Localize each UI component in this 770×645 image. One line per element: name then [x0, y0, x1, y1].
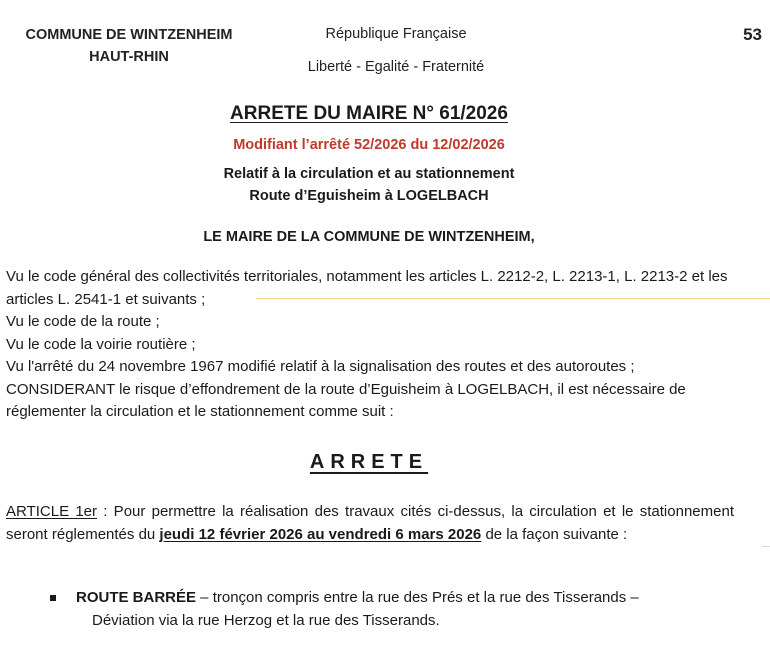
arrete-title — [0, 103, 738, 125]
maire-heading: LE MAIRE DE LA COMMUNE DE WINTZENHEIM, — [203, 229, 535, 245]
page-number: 53 — [743, 25, 762, 44]
departement-name: HAUT-RHIN — [89, 49, 169, 65]
relatif-block — [0, 163, 738, 207]
arrete-heading-text: ARRETE — [309, 451, 429, 473]
article-1-label: ARTICLE 1er — [6, 503, 98, 520]
republique-text: République Française — [325, 26, 467, 42]
visa-arrete-1967: Vu l'arrêté du 24 novembre 1967 modifié relatif à la signalisation des routes et des autoroutes ; — [6, 358, 635, 375]
visa-code-voirie: Vu le code la voirie routière ; — [6, 335, 196, 353]
list-item-route-barree — [50, 587, 740, 632]
deviation-text: Déviation via la rue Herzog et la rue des Tisserands. — [92, 611, 440, 629]
arrete-heading — [0, 451, 738, 474]
visa-code-route: Vu le code de la route ; — [6, 313, 160, 330]
article-1-text-before: : Pour permettre la réalisation des travaux cités ci-dessus, la circulation et le stationnement seront réglementés du — [6, 503, 734, 543]
bullet-text — [76, 587, 740, 632]
article-1 — [6, 500, 734, 546]
visas-block — [6, 266, 741, 424]
square-bullet-icon — [50, 595, 56, 601]
scan-artifact-line — [762, 546, 770, 547]
devise-text: Liberté - Egalité - Fraternité — [307, 59, 485, 75]
commune-name: COMMUNE DE WINTZENHEIM — [25, 27, 233, 43]
article-1-dates: jeudi 12 février 2026 au vendredi 6 mars 2026 — [159, 526, 482, 543]
scan-highlight-line — [256, 298, 770, 299]
header-republique-block — [280, 24, 512, 77]
article-1-text-after: de la façon suivante : — [481, 526, 628, 543]
header-commune-block — [0, 24, 258, 68]
considerant-text: CONSIDERANT le risque d’effondrement de la route d’Eguisheim à LOGELBACH, il est nécessaire de réglementer la circulation et le stationnement comme suit : — [6, 380, 686, 420]
relatif-line-2: Route d’Eguisheim à LOGELBACH — [249, 188, 489, 204]
relatif-line-1: Relatif à la circulation et au stationnement — [223, 166, 515, 182]
arrete-title-text: ARRETE DU MAIRE N° 61/2026 — [230, 103, 508, 124]
route-barree-label: ROUTE BARRÉE — [76, 589, 197, 606]
modifiant-subtitle: Modifiant l’arrêté 52/2026 du 12/02/2026 — [233, 137, 505, 153]
route-barree-text: – tronçon compris entre la rue des Prés et la rue des Tisserands – — [196, 589, 639, 606]
visa-cgct: Vu le code général des collectivités territoriales, notamment les articles L. 2212-2, L. 2213-1, L. 2213-2 et les articles L. 2541-1 et suivants ; — [6, 268, 728, 308]
